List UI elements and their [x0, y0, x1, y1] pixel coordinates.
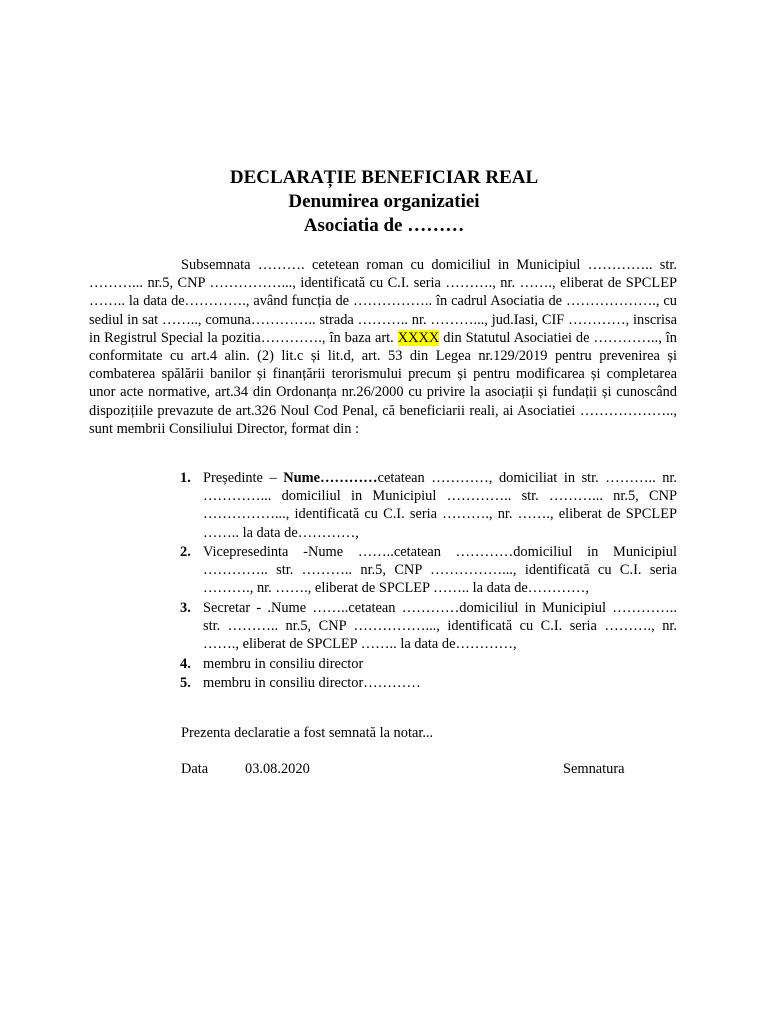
highlighted-article-placeholder: XXXX [397, 329, 440, 346]
member-separator: – [262, 470, 284, 486]
list-number: 3. [180, 599, 191, 616]
list-item [180, 599, 677, 654]
member-details: Secretar - .Nume ……..cetatean …………domiciliul in Municipiul ………….. str. ……….. nr.5, CNP ……………..., identificată cu C.I. seria ………., nr. ……., eliberat de SPCLEP …….. la data de…………, [203, 599, 677, 653]
notary-statement: Prezenta declaratie a fost semnată la notar... [181, 725, 434, 741]
member-name-text: Nume………… [283, 470, 378, 486]
list-item [180, 543, 677, 598]
title-association: Asociatia de ……… [303, 215, 465, 236]
list-item [180, 469, 677, 542]
member-role: Președinte [203, 470, 263, 486]
list-item [180, 674, 677, 692]
member-details: cetatean …………, domiciliat in str. ……….. nr. …………... domiciliul in Municipiul ………….. str. ………... nr.5, CNP ……………..., identificată cu C.I. seria ………., nr. ……., eliberat de SPCLEP …….. la data de…………, [203, 470, 677, 541]
intro-paragraph [89, 256, 677, 438]
member-details: membru in consiliu director [203, 655, 364, 672]
board-members-list [180, 469, 677, 693]
list-number: 5. [180, 674, 191, 691]
member-name-label [283, 470, 377, 486]
signature-label: Semnatura [563, 761, 625, 777]
list-item [180, 655, 677, 673]
intro-text-start: Subsemnata ………. cetetean roman cu domiciliul in Municipiul ………….. str. ………... nr.5, CNP ……………..., identificată cu C.I. seria ………., nr. ……., eliberat de SPCLEP …….. la data de…………., având funcția de …………….. în cadrul Asociatia de ………………., cu sediul in sat …….., comuna………….. strada ……….. nr. ………..., jud.Iasi, CIF …………, inscrisa in Registrul Special la pozitia…………., în baza art. [89, 257, 677, 346]
list-number: 1. [180, 470, 191, 486]
date-label: Data [181, 761, 209, 777]
member-details: membru in consiliu director………… [203, 674, 421, 691]
document-title [0, 166, 768, 238]
date-value: 03.08.2020 [245, 761, 310, 777]
title-organization: Denumirea organizatiei [288, 191, 480, 212]
list-number: 4. [180, 655, 191, 672]
title-main: DECLARAȚIE BENEFICIAR REAL [229, 167, 539, 188]
list-number: 2. [180, 544, 191, 560]
intro-text-end: din Statutul Asociatiei de ………….., în conformitate cu art.4 alin. (2) lit.c și lit.d, art. 53 din Legea nr.129/2019 pentru prevenirea și combaterea spălării banilor și finanțării terorismului precum și pentru modificarea și completarea unor acte normative, art.34 din Ordonanța nr.26/2000 cu privire la asociații și fundații și cunoscând dispozițiile prevazute de art.326 Noul Cod Penal, că beneficiarii reali, ai Asociatiei ……………….., sunt membrii Consiliului Director, format din : [89, 329, 677, 437]
member-details: Vicepresedinta -Nume ……..cetatean …………domiciliul in Municipiul ………….. str. ……….. nr.5, CNP ……………..., identificată cu C.I. seria ………., nr. ……., eliberat de SPCLEP …….. la data de…………, [203, 544, 677, 597]
